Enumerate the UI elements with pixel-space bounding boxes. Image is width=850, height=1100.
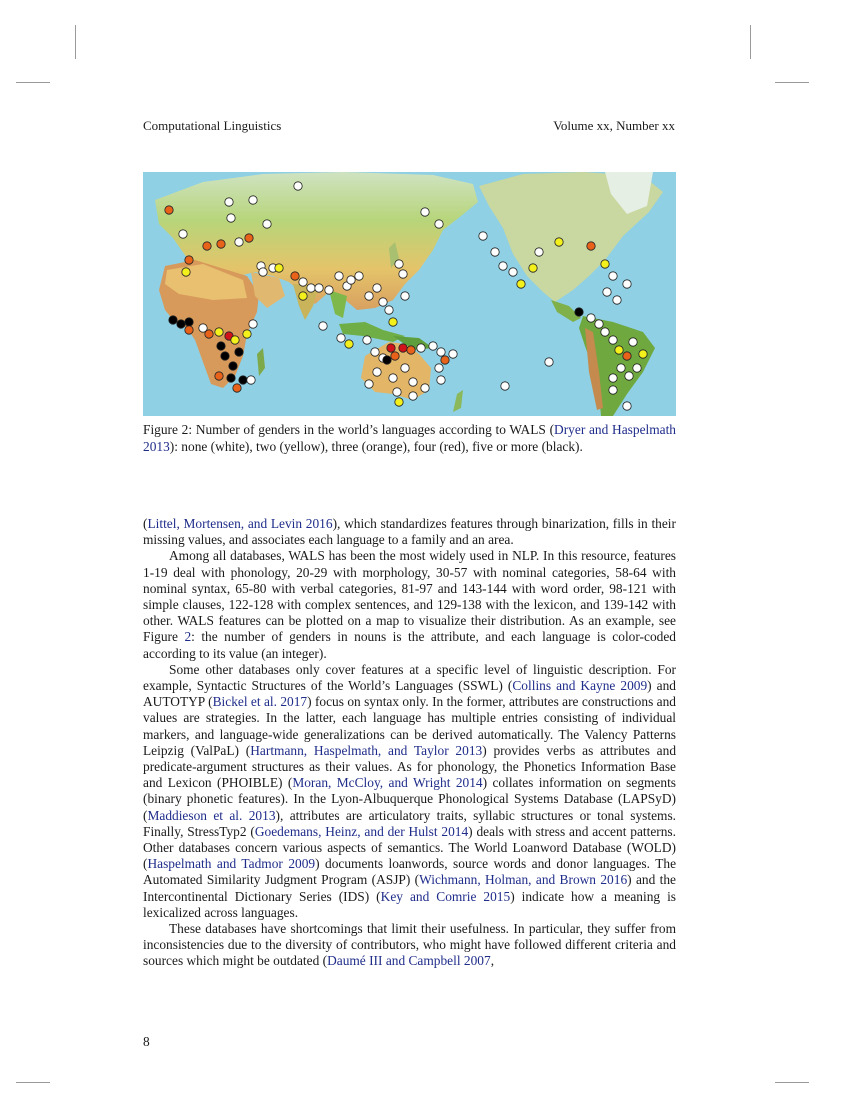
language-marker xyxy=(165,206,173,214)
language-marker xyxy=(435,364,443,372)
language-marker xyxy=(625,372,633,380)
language-marker xyxy=(587,242,595,250)
language-marker xyxy=(575,308,583,316)
language-marker xyxy=(401,364,409,372)
language-marker xyxy=(617,364,625,372)
language-marker xyxy=(365,292,373,300)
citation-link[interactable]: Bickel et al. 2017 xyxy=(212,694,308,710)
language-marker xyxy=(185,256,193,264)
language-marker xyxy=(325,286,333,294)
language-marker xyxy=(401,292,409,300)
language-marker xyxy=(294,182,302,190)
language-marker xyxy=(633,364,641,372)
figure-reference-link[interactable]: 2 xyxy=(184,629,192,645)
language-marker xyxy=(399,344,407,352)
language-marker xyxy=(235,348,243,356)
language-marker xyxy=(245,234,253,242)
language-marker xyxy=(249,196,257,204)
language-marker xyxy=(363,336,371,344)
text: ) and the Intercontinental Dictionary Series (IDS) ( xyxy=(143,872,676,904)
page-number: 8 xyxy=(143,1034,150,1049)
text: , xyxy=(490,953,495,969)
language-marker xyxy=(215,328,223,336)
citation-link[interactable]: Littel, Mortensen, and Levin 2016 xyxy=(147,516,333,531)
language-marker xyxy=(315,284,323,292)
paragraph xyxy=(143,548,676,661)
language-marker xyxy=(383,356,391,364)
language-marker xyxy=(347,276,355,284)
citation-link[interactable]: Key and Comrie 2015 xyxy=(380,888,511,904)
language-marker xyxy=(613,296,621,304)
language-marker xyxy=(499,262,507,270)
language-marker xyxy=(639,350,647,358)
text: ), which standardizes features through binarization, fills in their missing values, and associates each language to a family and an area. xyxy=(143,516,676,548)
language-marker xyxy=(169,316,177,324)
language-marker xyxy=(227,214,235,222)
language-marker xyxy=(509,268,517,276)
language-marker xyxy=(215,372,223,380)
text: ), attributes are articulatory traits, syllabic structures or tonal systems. Finally, StressTyp2 ( xyxy=(143,807,677,839)
language-marker xyxy=(205,330,213,338)
language-marker xyxy=(319,322,327,330)
language-marker xyxy=(429,342,437,350)
language-marker xyxy=(385,306,393,314)
language-marker xyxy=(555,238,563,246)
citation-link[interactable]: Hartmann, Haspelmath, and Taylor 2013 xyxy=(250,742,483,758)
citation-link[interactable]: Wichmann, Holman, and Brown 2016 xyxy=(419,872,628,888)
language-marker xyxy=(185,326,193,334)
language-marker xyxy=(421,384,429,392)
paragraph xyxy=(143,662,676,921)
language-marker xyxy=(435,220,443,228)
language-marker xyxy=(259,268,267,276)
language-marker xyxy=(437,348,445,356)
text: ) indicate how a meaning is lexicalized across languages. xyxy=(143,888,677,920)
caption-text: ): none (white), two (yellow), three (orange), four (red), five or more (black). xyxy=(169,439,583,455)
text: ) focus on syntax only. In the former, attributes are constructions and values are strategies. In the latter, each language has multiple entries consisting of individual markers, and language-wide generalizations can be derived automatically. The Valency Patterns Leipzig (ValPaL) ( xyxy=(143,694,676,758)
crop-mark xyxy=(75,25,76,59)
world-map-figure xyxy=(143,172,676,416)
language-marker xyxy=(249,320,257,328)
text: ) and AUTOTYP ( xyxy=(143,678,676,710)
language-marker xyxy=(399,270,407,278)
language-marker xyxy=(217,342,225,350)
text: : the number of genders in nouns is the attribute, and each language is color-coded according to its value (an integer). xyxy=(143,629,676,661)
paragraph xyxy=(143,516,676,548)
text: ( xyxy=(143,516,148,531)
language-marker xyxy=(373,368,381,376)
language-marker xyxy=(233,384,241,392)
language-marker xyxy=(391,352,399,360)
language-marker xyxy=(609,272,617,280)
language-marker xyxy=(449,350,457,358)
language-marker xyxy=(227,374,235,382)
citation-link[interactable]: Moran, McCloy, and Wright 2014 xyxy=(292,775,483,791)
language-marker xyxy=(587,314,595,322)
language-marker xyxy=(373,284,381,292)
paragraph xyxy=(143,921,676,970)
language-marker xyxy=(615,346,623,354)
citation-link[interactable]: Maddieson et al. 2013 xyxy=(147,807,276,823)
language-marker xyxy=(623,352,631,360)
language-marker xyxy=(247,376,255,384)
language-marker xyxy=(239,376,247,384)
world-map xyxy=(143,172,676,416)
language-marker xyxy=(275,264,283,272)
language-marker xyxy=(535,248,543,256)
crop-mark xyxy=(16,1082,50,1083)
language-marker xyxy=(603,288,611,296)
language-marker xyxy=(345,340,353,348)
language-marker xyxy=(231,336,239,344)
citation-link[interactable]: Dryer and Haspelmath 2013 xyxy=(143,422,677,455)
body-text xyxy=(143,516,676,970)
language-marker xyxy=(501,382,509,390)
language-marker xyxy=(217,240,225,248)
language-marker xyxy=(365,380,373,388)
language-marker xyxy=(395,260,403,268)
language-marker xyxy=(379,298,387,306)
language-marker xyxy=(221,352,229,360)
language-marker xyxy=(517,280,525,288)
language-marker xyxy=(355,272,363,280)
text: ) deals with stress and accent patterns. Other databases concern various aspects of semantics. The World Loanword Database (WOLD) ( xyxy=(143,823,676,872)
text: ) provides verbs as attributes and predicate-argument structures as their values. As for phonology, the Phonetics Information Base and Lexicon (PHOIBLE) ( xyxy=(143,742,677,791)
language-marker xyxy=(229,362,237,370)
caption-text: Figure 2: Number of genders in the world’s languages according to WALS ( xyxy=(143,422,555,437)
language-marker xyxy=(623,280,631,288)
text: ) documents loanwords, source words and donor languages. The Automated Similarity Judgment Program (ASJP) ( xyxy=(143,856,677,888)
language-marker xyxy=(299,292,307,300)
language-marker xyxy=(417,344,425,352)
crop-mark xyxy=(750,25,751,59)
language-marker xyxy=(479,232,487,240)
text: Among all databases, WALS has been the most widely used in NLP. In this resource, features 1-19 deal with phonology, 20-29 with morphology, 30-57 with nominal categories, 58-64 with nominal syntax, 65-80 with verbal categories, 81-97 and 143-144 with word order, 98-121 with simple clauses, 122-128 with complex sentences, and 129-138 with the lexicon, and 139-142 with other. WALS features can be plotted on a map to visualize their distribution. As an example, see Figure xyxy=(143,548,676,645)
language-marker xyxy=(263,220,271,228)
language-marker xyxy=(409,378,417,386)
text: ) collates information on segments (binary phonetic features). In the Lyon-Albuquerque Phonological Systems Database (LAPSyD) ( xyxy=(143,775,677,823)
crop-mark xyxy=(16,82,50,83)
citation-link[interactable]: Goedemans, Heinz, and der Hulst 2014 xyxy=(254,823,469,839)
language-marker xyxy=(299,278,307,286)
language-marker xyxy=(182,268,190,276)
language-marker xyxy=(307,284,315,292)
crop-mark xyxy=(775,82,809,83)
language-marker xyxy=(243,330,251,338)
citation-link[interactable]: Haspelmath and Tadmor 2009 xyxy=(147,856,316,872)
language-marker xyxy=(407,346,415,354)
language-marker xyxy=(623,402,631,410)
language-marker xyxy=(437,376,445,384)
language-marker xyxy=(387,344,395,352)
citation-link[interactable]: Collins and Kayne 2009 xyxy=(512,678,648,694)
language-marker xyxy=(393,388,401,396)
language-marker xyxy=(545,358,553,366)
text: Some other databases only cover features at a specific level of linguistic description. For example, Syntactic Structures of the World’s Languages (SSWL) ( xyxy=(143,661,676,694)
language-marker xyxy=(395,398,403,406)
language-marker xyxy=(595,320,603,328)
language-marker xyxy=(389,374,397,382)
language-marker xyxy=(203,242,211,250)
running-head-volume: Volume xx, Number xx xyxy=(553,118,675,133)
language-marker xyxy=(491,248,499,256)
language-marker xyxy=(179,230,187,238)
citation-link[interactable]: Daumé III and Campbell 2007 xyxy=(327,953,491,969)
language-marker xyxy=(225,198,233,206)
language-marker xyxy=(235,238,243,246)
language-marker xyxy=(335,272,343,280)
language-marker xyxy=(185,318,193,326)
running-head-journal: Computational Linguistics xyxy=(143,118,282,133)
language-marker xyxy=(609,374,617,382)
text: These databases have shortcomings that limit their usefulness. In particular, they suffer from inconsistencies due to the diversity of contributors, who might have followed different criteria and sources which might be outdated ( xyxy=(143,921,676,969)
language-marker xyxy=(291,272,299,280)
language-marker xyxy=(601,260,609,268)
language-marker xyxy=(609,336,617,344)
language-marker xyxy=(371,348,379,356)
language-marker xyxy=(441,356,449,364)
language-marker xyxy=(389,318,397,326)
language-marker xyxy=(337,334,345,342)
language-marker xyxy=(629,338,637,346)
language-marker xyxy=(529,264,537,272)
language-marker xyxy=(409,392,417,400)
crop-mark xyxy=(775,1082,809,1083)
language-marker xyxy=(421,208,429,216)
language-marker xyxy=(601,328,609,336)
figure-caption xyxy=(143,421,676,456)
language-marker xyxy=(177,320,185,328)
language-marker xyxy=(609,386,617,394)
